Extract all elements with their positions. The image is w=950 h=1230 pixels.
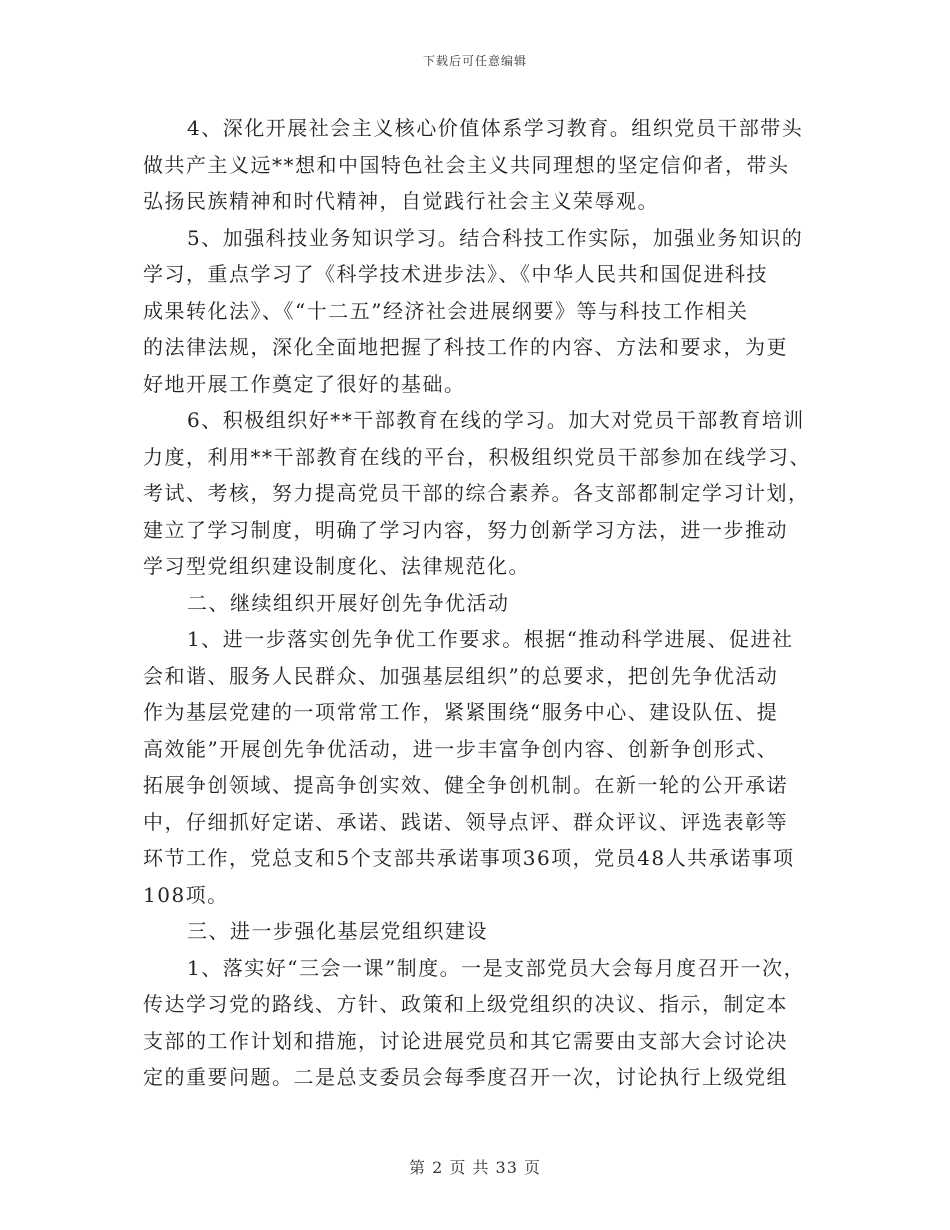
paragraph-item-5	[143, 220, 823, 403]
section-heading-2	[143, 585, 823, 622]
text-line: 6、积极组织好**干部教育在线的学习。加大对党员干部教育培训	[187, 408, 805, 432]
text-line: 学习型党组织建设制度化、法律规范化。	[143, 554, 530, 578]
paragraph-item-6	[143, 402, 823, 585]
header-note: 下载后可任意编辑	[422, 54, 527, 68]
text-line: 的法律法规，深化全面地把握了科技工作的内容、方法和要求，为更	[143, 335, 788, 359]
text-line: 1、落实好“三会一课”制度。一是支部党员大会每月度召开一次，	[187, 955, 806, 980]
text-line: 4、深化开展社会主义核心价值体系学习教育。组织党员干部带头	[187, 116, 804, 140]
paragraph-item-4	[143, 110, 823, 220]
text-line: 作为基层党建的一项常常工作，紧紧围绕“服务中心、建设队伍、提	[143, 700, 779, 724]
text-line: 5、加强科技业务知识学习。结合科技工作实际，加强业务知识的	[187, 225, 804, 250]
text-line: 好地开展工作奠定了很好的基础。	[143, 371, 466, 396]
text-line: 成果转化法》、《“十二五”经济社会进展纲要》等与科技工作相关	[143, 298, 749, 323]
text-line: 做共产主义远**想和中国特色社会主义共同理想的坚定信仰者，带头	[143, 152, 790, 177]
section-heading: 二、继续组织开展好创先争优活动	[187, 590, 510, 615]
section-heading-3	[143, 913, 823, 950]
text-line: 建立了学习制度，明确了学习内容，努力创新学习方法，进一步推动	[143, 517, 788, 542]
paragraph-section3-item-1	[143, 950, 823, 1096]
text-line: 力度，利用**干部教育在线的平台，积极组织党员干部参加在线学习、	[143, 444, 811, 469]
text-line: 定的重要问题。二是总支委员会每季度召开一次，讨论执行上级党组	[143, 1065, 788, 1089]
text-line: 学习，重点学习了《科学技术进步法》、《中华人民共和国促进科技	[143, 262, 768, 286]
text-line: 环节工作，党总支和5个支部共承诺事项36项，党员48人共承诺事项	[143, 846, 795, 870]
paragraph-section2-item-1	[143, 621, 823, 913]
text-line: 拓展争创领域、提高争创实效、健全争创机制。在新一轮的公开承诺	[143, 773, 788, 797]
text-line: 会和谐、服务人民群众、加强基层组织”的总要求，把创先争优活动	[143, 663, 779, 688]
text-line: 支部的工作计划和措施，讨论进展党员和其它需要由支部大会讨论决	[143, 1028, 788, 1053]
text-line: 传达学习党的路线、方针、政策和上级党组织的决议、指示，制定本	[143, 992, 788, 1016]
text-line: 108项。	[143, 882, 229, 907]
page-number: 第 2 页 共 33 页	[409, 1158, 541, 1177]
section-heading: 三、进一步强化基层党组织建设	[187, 919, 488, 943]
text-line: 高效能”开展创先争优活动，进一步丰富争创内容、创新争创形式、	[143, 736, 779, 761]
text-line: 中，仔细抓好定诺、承诺、践诺、领导点评、群众评议、评选表彰等	[143, 809, 788, 834]
document-body	[143, 110, 823, 1096]
text-line: 考试、考核，努力提高党员干部的综合素养。各支部都制定学习计划，	[143, 481, 810, 505]
text-line: 弘扬民族精神和时代精神，自觉践行社会主义荣辱观。	[143, 189, 659, 213]
text-line: 1、进一步落实创先争优工作要求。根据“推动科学进展、促进社	[187, 627, 794, 651]
